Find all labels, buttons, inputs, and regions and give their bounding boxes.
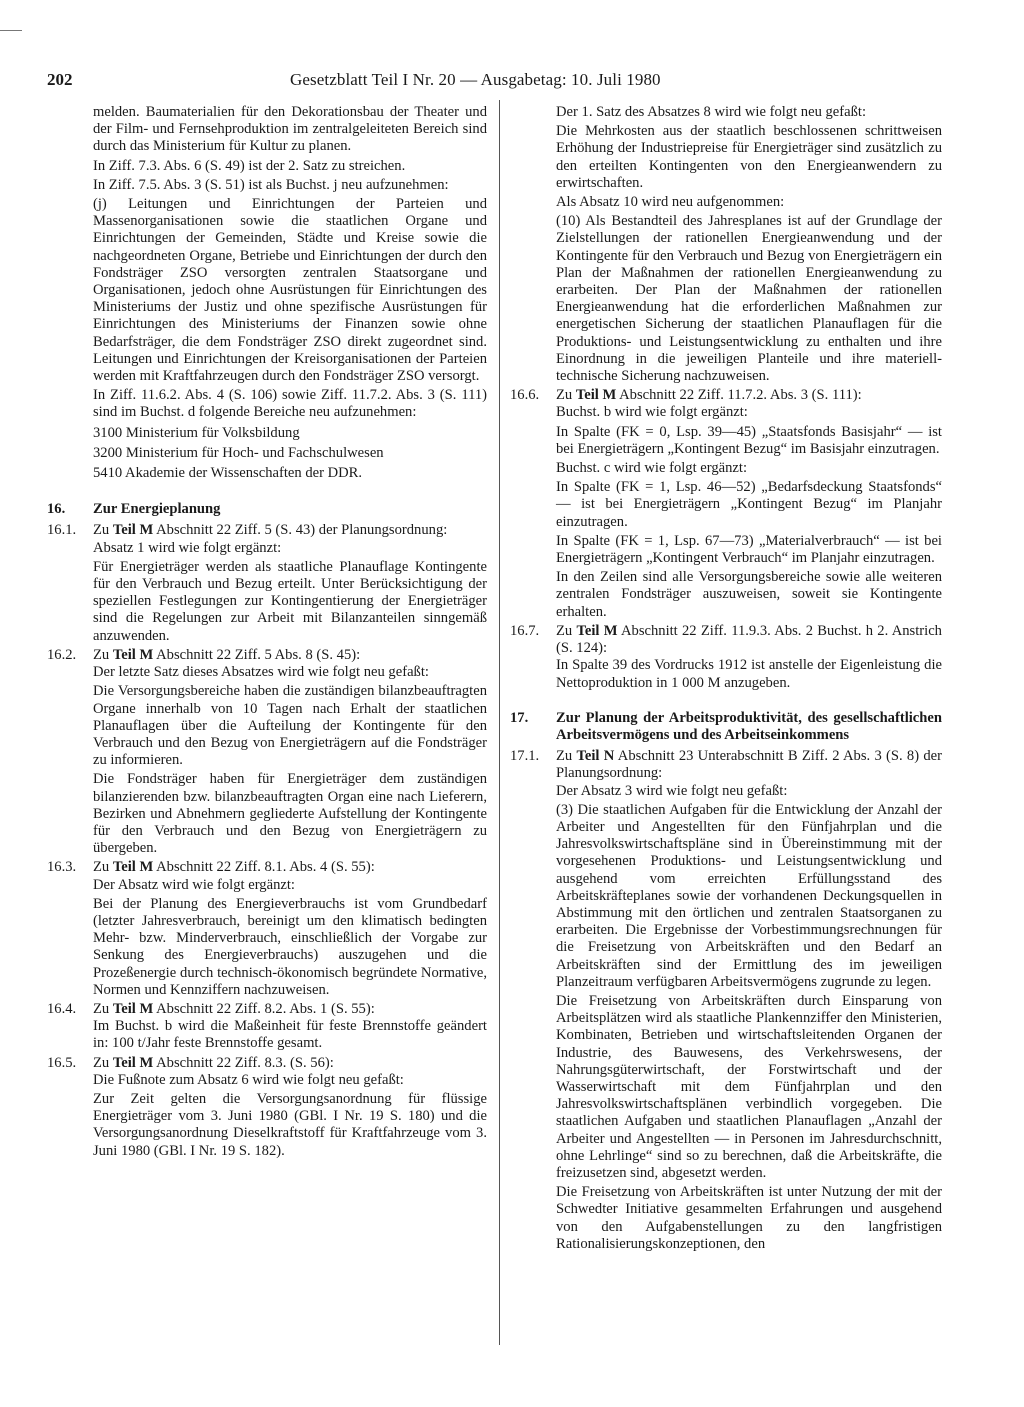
code-list-item: 3200 Ministerium für Hoch- und Fachschulwesen bbox=[93, 444, 384, 461]
subsection-reference: Zu Teil M Abschnitt 22 Ziff. 11.7.2. Abs. 3 (S. 111): bbox=[556, 387, 862, 404]
paragraph: (j) Leitungen und Einrichtungen der Parteien und Massenorganisationen sowie die staatlichen Organe und Einrichtungen der Gemeinden, Städte und Kreise sowie die nachgeordneten Organe, Betriebe und Einrichtungen der durch den Fondsträger ZSO versorgten zentralen Staatsorgane und Organisationen, jedoch ohne Ausrüstungen für Einrichtungen des Ministeriums der Justiz und ohne spezifische Ausrüstungen für Einrichtungen des Ministeriums der Finanzen sowie ohne Bedarfsträger, die dem Fondsträger ZSO direkt zugeordnet sind. Leitungen und Einrichtungen der Kreisorganisationen der Parteien werden mit Kraftfahrzeugen durch den Fondsträger ZSO versorgt. bbox=[93, 196, 487, 385]
subsection bbox=[510, 387, 942, 404]
paragraph: Zur Zeit gelten die Versorgungsanordnung für flüssige Energieträger vom 3. Juni 1980 (GBl. I Nr. 19 S. 180) und die Versorgungsanordnung Dieselkraftstoff für Kraftfahrzeuge vom 3. Juni 1980 (GBl. I Nr. 19 S. 182). bbox=[93, 1090, 487, 1159]
paragraph: In den Zeilen sind alle Versorgungsbereiche sowie alle weiteren zentralen Fondsträger auszuweisen, soweit sie Kontingente erhalten. bbox=[556, 569, 942, 620]
page-number: 202 bbox=[47, 70, 73, 89]
paragraph: In Ziff. 11.6.2. Abs. 4 (S. 106) sowie Ziff. 11.7.2. Abs. 3 (S. 111) sind im Buchst. d folgende Bereiche neu aufzunehmen: bbox=[93, 387, 487, 421]
section-title: Zur Planung der Arbeitsproduktivität, des gesellschaftlichen Arbeitsvermögens und des Arbeitseinkommens bbox=[556, 709, 942, 743]
paragraph: In Spalte (FK = 1, Lsp. 46—52) „Bedarfsdeckung Staatsfonds“ — ist bei Energieträgern „Kontingent Bezug“ im Planjahr einzutragen. bbox=[556, 479, 942, 530]
paragraph: In Ziff. 7.5. Abs. 3 (S. 51) ist als Buchst. j neu aufzunehmen: bbox=[93, 176, 449, 193]
paragraph: Für Energieträger werden als staatliche Planauflage Kontingente für den Verbrauch und Bezug erteilt. Unter Berücksichtigung der speziellen Festlegungen zur Kontingentierung der Energieträger sind die Regelungen zur Arbeit mit Bilanzanteilen sinngemäß anzuwenden. bbox=[93, 558, 487, 644]
subsection-number: 17.1. bbox=[510, 748, 540, 765]
paragraph: Der letzte Satz dieses Absatzes wird wie folgt neu gefaßt: bbox=[93, 664, 429, 681]
paragraph: Der 1. Satz des Absatzes 8 wird wie folgt neu gefaßt: bbox=[556, 104, 867, 120]
paragraph: In Spalte (FK = 0, Lsp. 39—45) „Staatsfonds Basisjahr“ — ist bei Energieträgern „Kontingent Bezug“ im Basisjahr einzutragen. bbox=[556, 423, 942, 457]
subsection bbox=[47, 522, 487, 539]
subsection-number: 16.4. bbox=[47, 1000, 77, 1017]
subsection-reference: Zu Teil M Abschnitt 22 Ziff. 5 (S. 43) der Planungsordnung: bbox=[93, 522, 448, 539]
subsection-number: 16.5. bbox=[47, 1054, 77, 1071]
subsection-number: 16.6. bbox=[510, 387, 540, 404]
subsection bbox=[47, 647, 487, 664]
paragraph: Die Versorgungsbereiche haben die zuständigen bilanzbeauftragten Organe innerhalb von 10 Tagen nach Erhalt der staatlichen Planauflagen über die Aufteilung der Kontingente für den Verbrauch und den Bezug von Energieträgern auf die Fondsträger zu informieren. bbox=[93, 683, 487, 769]
paragraph: (10) Als Bestandteil des Jahresplanes ist auf der Grundlage der Zielstellungen der rationellen Energieanwendung und der Kontingente für den Verbrauch und Bezug von Energieträgern ein Plan der Maßnahmen der rationellen Energieanwendung zu erarbeiten. Der Plan der Maßnahmen der rationellen Energieanwendung hat die erforderlichen Maßnahmen zur energetischen Sicherung der staatlichen Planauflagen für die Produktions- und Leistungsentwicklung zu enthalten und ihre Einordnung in die jeweiligen Planteile und ihre materiell-technische Sicherung nachzuweisen. bbox=[556, 213, 942, 385]
subsection bbox=[47, 1001, 487, 1018]
code-list-item: 5410 Akademie der Wissenschaften der DDR. bbox=[93, 465, 363, 482]
code-list-item: 3100 Ministerium für Volksbildung bbox=[93, 424, 300, 441]
subsection bbox=[510, 623, 942, 657]
paragraph: melden. Baumaterialien für den Dekorationsbau der Theater und der Film- und Fernsehproduktion im zentralgeleiteten Bereich sind durch das Ministerium für Kultur zu planen. bbox=[93, 104, 487, 155]
subsection-reference: Zu Teil M Abschnitt 22 Ziff. 5 Abs. 8 (S. 45): bbox=[93, 646, 361, 663]
subsection-reference: Zu Teil M Abschnitt 22 Ziff. 11.9.3. Abs. 2 Buchst. h 2. Anstrich (S. 124): bbox=[556, 622, 942, 657]
running-header: Gesetzblatt Teil I Nr. 20 — Ausgabetag: 10. Juli 1980 bbox=[290, 70, 661, 89]
subsection-reference: Zu Teil M Abschnitt 22 Ziff. 8.2. Abs. 1 (S. 55): bbox=[93, 1000, 375, 1017]
paragraph: Buchst. b wird wie folgt ergänzt: bbox=[556, 404, 748, 421]
paragraph: Die Fußnote zum Absatz 6 wird wie folgt neu gefaßt: bbox=[93, 1071, 404, 1088]
paragraph: Die Freisetzung von Arbeitskräften ist unter Nutzung der mit der Schwedter Initiative gesammelten Erfahrungen und ausgehend von den Aufgabenstellungen zu den langfristigen Rationalisierungskonzeptionen, den bbox=[556, 1184, 942, 1252]
paragraph: In Spalte 39 des Vordrucks 1912 ist anstelle der Eigenleistung die Nettoproduktion in 1 000 M anzugeben. bbox=[556, 657, 942, 691]
column-divider bbox=[499, 100, 500, 1345]
scan-artifact bbox=[0, 30, 22, 31]
section-heading bbox=[510, 710, 942, 744]
subsection bbox=[47, 1055, 487, 1072]
section-title: Zur Energieplanung bbox=[93, 501, 221, 518]
paragraph: Der Absatz 3 wird wie folgt neu gefaßt: bbox=[556, 782, 788, 799]
subsection-reference: Zu Teil M Abschnitt 22 Ziff. 8.3. (S. 56): bbox=[93, 1054, 334, 1071]
paragraph: In Ziff. 7.3. Abs. 6 (S. 49) ist der 2. Satz zu streichen. bbox=[93, 157, 406, 174]
paragraph: Die Mehrkosten aus der staatlich beschlossenen schrittweisen Erhöhung der Industriepreise für Energieträger sind zusätzlich zu den erteilten Kontingenten von den Energieanwendern zu erwirtschaften. bbox=[556, 123, 942, 191]
subsection-number: 16.2. bbox=[47, 646, 77, 663]
section-number: 17. bbox=[510, 709, 529, 726]
subsection-number: 16.1. bbox=[47, 522, 77, 539]
paragraph: (3) Die staatlichen Aufgaben für die Entwicklung der Anzahl der Arbeiter und Angestellten für den Fünfjahrplan und die Jahresvolkswirtschaftspläne sind in Übereinstimmung mit der vorgesehenen Produktions- und Leistungsentwicklung und ausgehend vom erreichten Erfüllungsstand des Arbeitskräfteplanes sowie der vorhandenen Deckungsquellen in Abstimmung mit den örtlichen und zentralen Staatsorganen zu erarbeiten. Die Ergebnisse der Vorbestimmungsrechnungen für die Freisetzung von Arbeitskräften und den Bedarf an Arbeitskräften sind der Ermittlung des im jeweiligen Planzeitraum verfügbaren Arbeitsvermögens zugrunde zu legen. bbox=[556, 801, 942, 990]
paragraph: Die Freisetzung von Arbeitskräften durch Einsparung von Arbeitsplätzen wird als staatliche Plankennziffer den Ministerien, Kombinaten, Betrieben und wirtschaftsleitenden Organen der Industrie, des Bauwesens, des Verkehrswesens, der Nahrungsgüterwirtschaft, der Forstwirtschaft und der Wasserwirtschaft mit dem Fünfjahrplan und den Jahresvolkswirtschaftsplänen verbindlich vorgegeben. Die staatlichen Aufgaben und staatlichen Planauflagen „Anzahl der Arbeiter und Angestellten — in Personen im Jahresdurchschnitt, ohne Lehrlinge“ sind so zu berechnen, daß die Arbeitskräfte, die freizusetzen sind, abgesetzt werden. bbox=[556, 992, 942, 1181]
paragraph: Die Fondsträger haben für Energieträger dem zuständigen bilanzierenden bzw. bilanzbeauftragten Organ eine nach Lieferern, Bezirken und Abnehmern gegliederte Aufstellung der Kontingente für den Verbrauch und den Bezug von Energieträgern zu übergeben. bbox=[93, 771, 487, 857]
paragraph: Bei der Planung des Energieverbrauchs ist vom Grundbedarf (letzter Jahresverbrauch, bereinigt um den klimatisch bedingten Mehr- bzw. Minderverbrauch, einschließlich der Vorgabe zur Senkung des Energieverbrauchs) auszugehen und die Prozeßenergie durch technisch-ökonomisch begründete Normative, Normen und Kennziffern nachzuweisen. bbox=[93, 895, 487, 998]
paragraph: Im Buchst. b wird die Maßeinheit für feste Brennstoffe geändert in: 100 t/Jahr feste Brennstoffe gesamt. bbox=[93, 1018, 487, 1052]
right-column bbox=[510, 104, 942, 1255]
subsection-number: 16.3. bbox=[47, 859, 77, 876]
paragraph: Als Absatz 10 wird neu aufgenommen: bbox=[556, 194, 785, 211]
section-number: 16. bbox=[47, 501, 66, 518]
paragraph: Buchst. c wird wie folgt ergänzt: bbox=[556, 460, 748, 477]
subsection bbox=[47, 859, 487, 876]
paragraph: Der Absatz wird wie folgt ergänzt: bbox=[93, 876, 295, 893]
subsection-reference: Zu Teil M Abschnitt 22 Ziff. 8.1. Abs. 4 (S. 55): bbox=[93, 859, 375, 876]
paragraph: In Spalte (FK = 1, Lsp. 67—73) „Materialverbrauch“ — ist bei Energieträgern „Kontingent Verbrauch“ im Planjahr einzutragen. bbox=[556, 532, 942, 567]
subsection bbox=[510, 748, 942, 782]
subsection-number: 16.7. bbox=[510, 622, 540, 639]
section-heading bbox=[47, 501, 487, 518]
subsection-reference: Zu Teil N Abschnitt 23 Unterabschnitt B Ziff. 2 Abs. 3 (S. 8) der Planungsordnung: bbox=[556, 748, 943, 782]
paragraph: Absatz 1 wird wie folgt ergänzt: bbox=[93, 539, 282, 556]
left-column bbox=[47, 104, 487, 1162]
